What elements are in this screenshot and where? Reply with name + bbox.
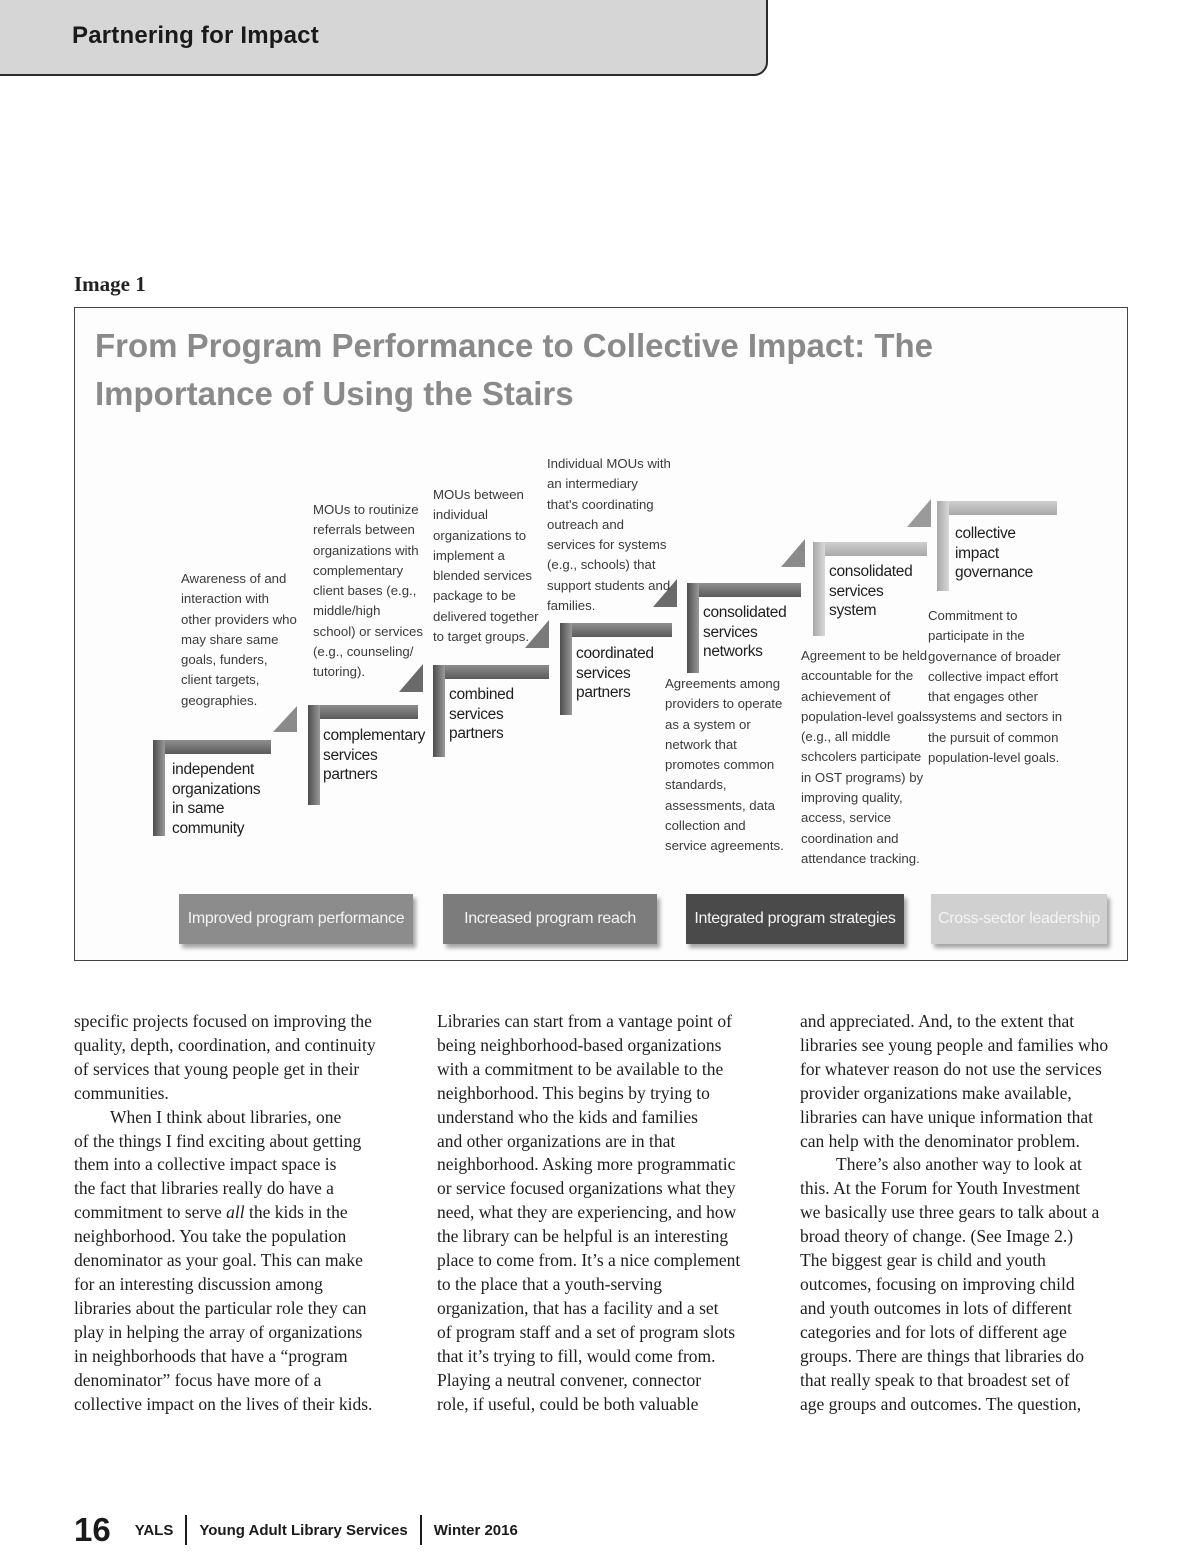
figure-title-line-2: Importance of Using the Stairs xyxy=(95,375,574,412)
text-line: in neighborhoods that have a “program xyxy=(74,1345,348,1366)
step-label-7: collective impact governance xyxy=(955,525,1034,581)
step-description-1: Awareness of and interaction with other providers who may share same goals, funders, client targets, geographies. xyxy=(181,571,297,708)
text-line: age groups and outcomes. The question, xyxy=(800,1393,1082,1414)
text-line: specific projects focused on improving the xyxy=(74,1011,372,1031)
image-caption: Image 1 xyxy=(74,272,146,296)
text-line: denominator” focus have more of a xyxy=(74,1369,322,1390)
text-line: and appreciated. And, to the extent that xyxy=(800,1011,1075,1031)
arrow-icon xyxy=(907,499,931,527)
emphasis: all xyxy=(226,1202,245,1223)
footer-divider xyxy=(185,1515,187,1545)
step-description-2: MOUs to routinize referrals between organizations with complementary client bases (e.g., middle/high school) or services (e.g., counseling/ tutoring). xyxy=(313,502,423,680)
band-increased-program-reach: Increased program reach xyxy=(443,894,657,944)
text-line: understand who the kids and families xyxy=(437,1106,698,1127)
text-line: libraries can have unique information that xyxy=(800,1106,1094,1127)
step-description-4: Individual MOUs with an intermediary that's coordinating outreach and services for systems (e.g., schools) that support students and families. xyxy=(547,456,671,614)
step-label-5: consolidated services networks xyxy=(703,604,787,660)
text-line: When I think about libraries, one xyxy=(110,1106,342,1127)
journal-short-name: YALS xyxy=(134,1521,174,1539)
text-line: them into a collective impact space is xyxy=(74,1154,337,1175)
text-line: groups. There are things that libraries do xyxy=(800,1345,1084,1366)
text-line: for whatever reason do not use the services xyxy=(800,1058,1102,1079)
step-description-5: Agreements among providers to operate as a system or network that promotes common standards, assessments, data collection and service agreements. xyxy=(665,676,784,854)
text-line: the library can be helpful is an interesting xyxy=(437,1226,729,1247)
step-label-2: complementary services partners xyxy=(323,727,426,783)
text-column-2 xyxy=(437,1010,782,1416)
text-line: The biggest gear is child and youth xyxy=(800,1250,1046,1271)
text-line: libraries about the particular role they can xyxy=(74,1297,367,1318)
text-line: collective impact on the lives of their kids. xyxy=(74,1393,373,1414)
text-line: play in helping the array of organizations xyxy=(74,1321,363,1342)
text-line: can help with the denominator problem. xyxy=(800,1130,1080,1151)
text-line: neighborhood. This begins by trying to xyxy=(437,1082,710,1103)
text-line: neighborhood. You take the population xyxy=(74,1226,347,1247)
text-line: the fact that libraries really do have a xyxy=(74,1178,334,1199)
text-line: broad theory of change. (See Image 2.) xyxy=(800,1226,1074,1247)
text-line: with a commitment to be available to the xyxy=(437,1058,724,1079)
text-line: Playing a neutral convener, connector xyxy=(437,1369,702,1390)
text-line: neighborhood. Asking more programmatic xyxy=(437,1154,736,1175)
text-line: or service focused organizations what they xyxy=(437,1178,736,1199)
section-title: Partnering for Impact xyxy=(72,22,319,49)
stairs-figure xyxy=(74,307,1128,961)
text-line: Libraries can start from a vantage point of xyxy=(437,1011,732,1031)
step-label-6: consolidated services system xyxy=(829,563,913,619)
arrow-icon xyxy=(781,539,805,567)
text-line: and youth outcomes in lots of different xyxy=(800,1297,1072,1318)
figure-title-line-1: From Program Performance to Collective Impact: The xyxy=(95,327,934,364)
text-line: quality, depth, coordination, and continuity xyxy=(74,1034,376,1055)
text-column-1 xyxy=(74,1010,419,1416)
text-line: of program staff and a set of program slots xyxy=(437,1321,736,1342)
step-label-4: coordinated services partners xyxy=(576,645,654,701)
text-column-3 xyxy=(800,1010,1145,1416)
band-cross-sector-leadership: Cross-sector leadership xyxy=(931,894,1107,944)
text-line: outcomes, focusing on improving child xyxy=(800,1273,1075,1294)
band-integrated-program-strategies: Integrated program strategies xyxy=(686,894,904,944)
text-line: commitment to serve all the kids in the xyxy=(74,1202,348,1223)
step-description-7: Commitment to participate in the governance of broader collective impact effort that engages other systems and sectors in the pursuit of common population-level goals. xyxy=(928,608,1063,766)
text-line: organization, that has a facility and a set xyxy=(437,1297,719,1318)
text-line: categories and for lots of different age xyxy=(800,1321,1067,1342)
page-number: 16 xyxy=(74,1511,111,1548)
text-line: of the things I find exciting about getting xyxy=(74,1130,362,1151)
step-label-1: independent organizations in same community xyxy=(172,761,261,837)
text-line: place to come from. It’s a nice complement xyxy=(437,1250,741,1271)
text-line: being neighborhood-based organizations xyxy=(437,1034,722,1055)
text-line: denominator as your goal. This can make xyxy=(74,1250,363,1271)
text-line: this. At the Forum for Youth Investment xyxy=(800,1178,1081,1199)
text-line: and other organizations are in that xyxy=(437,1130,676,1151)
step-description-6: Agreement to be held accountable for the achievement of population-level goals (e.g., all middle schcolers participate in OST programs) by improving quality, access, service coordination and attendance tracking. xyxy=(801,648,929,866)
issue-label: Winter 2016 xyxy=(433,1521,518,1539)
journal-name: Young Adult Library Services xyxy=(199,1521,408,1539)
text-line: that it’s trying to fill, would come from. xyxy=(437,1345,716,1366)
text-line: for an interesting discussion among xyxy=(74,1273,323,1294)
text-line: to the place that a youth-serving xyxy=(437,1273,662,1294)
text-line: that really speak to that broadest set of xyxy=(800,1369,1070,1390)
text-line: we basically use three gears to talk about a xyxy=(800,1202,1100,1223)
footer-divider xyxy=(420,1515,422,1545)
step-description-3: MOUs between individual organizations to implement a blended services package to be delivered together to target groups. xyxy=(433,487,539,645)
band-improved-program-performance: Improved program performance xyxy=(179,894,413,944)
text-line: provider organizations make available, xyxy=(800,1082,1072,1103)
step-label-3: combined services partners xyxy=(449,686,514,742)
text-line: communities. xyxy=(74,1082,169,1103)
text-line: libraries see young people and families who xyxy=(800,1034,1109,1055)
text-line: role, if useful, could be both valuable xyxy=(437,1393,699,1414)
text-line: need, what they are experiencing, and how xyxy=(437,1202,737,1223)
text-line: of services that young people get in their xyxy=(74,1058,360,1079)
text-line: There’s also another way to look at xyxy=(836,1154,1082,1175)
page-footer xyxy=(74,1510,518,1550)
